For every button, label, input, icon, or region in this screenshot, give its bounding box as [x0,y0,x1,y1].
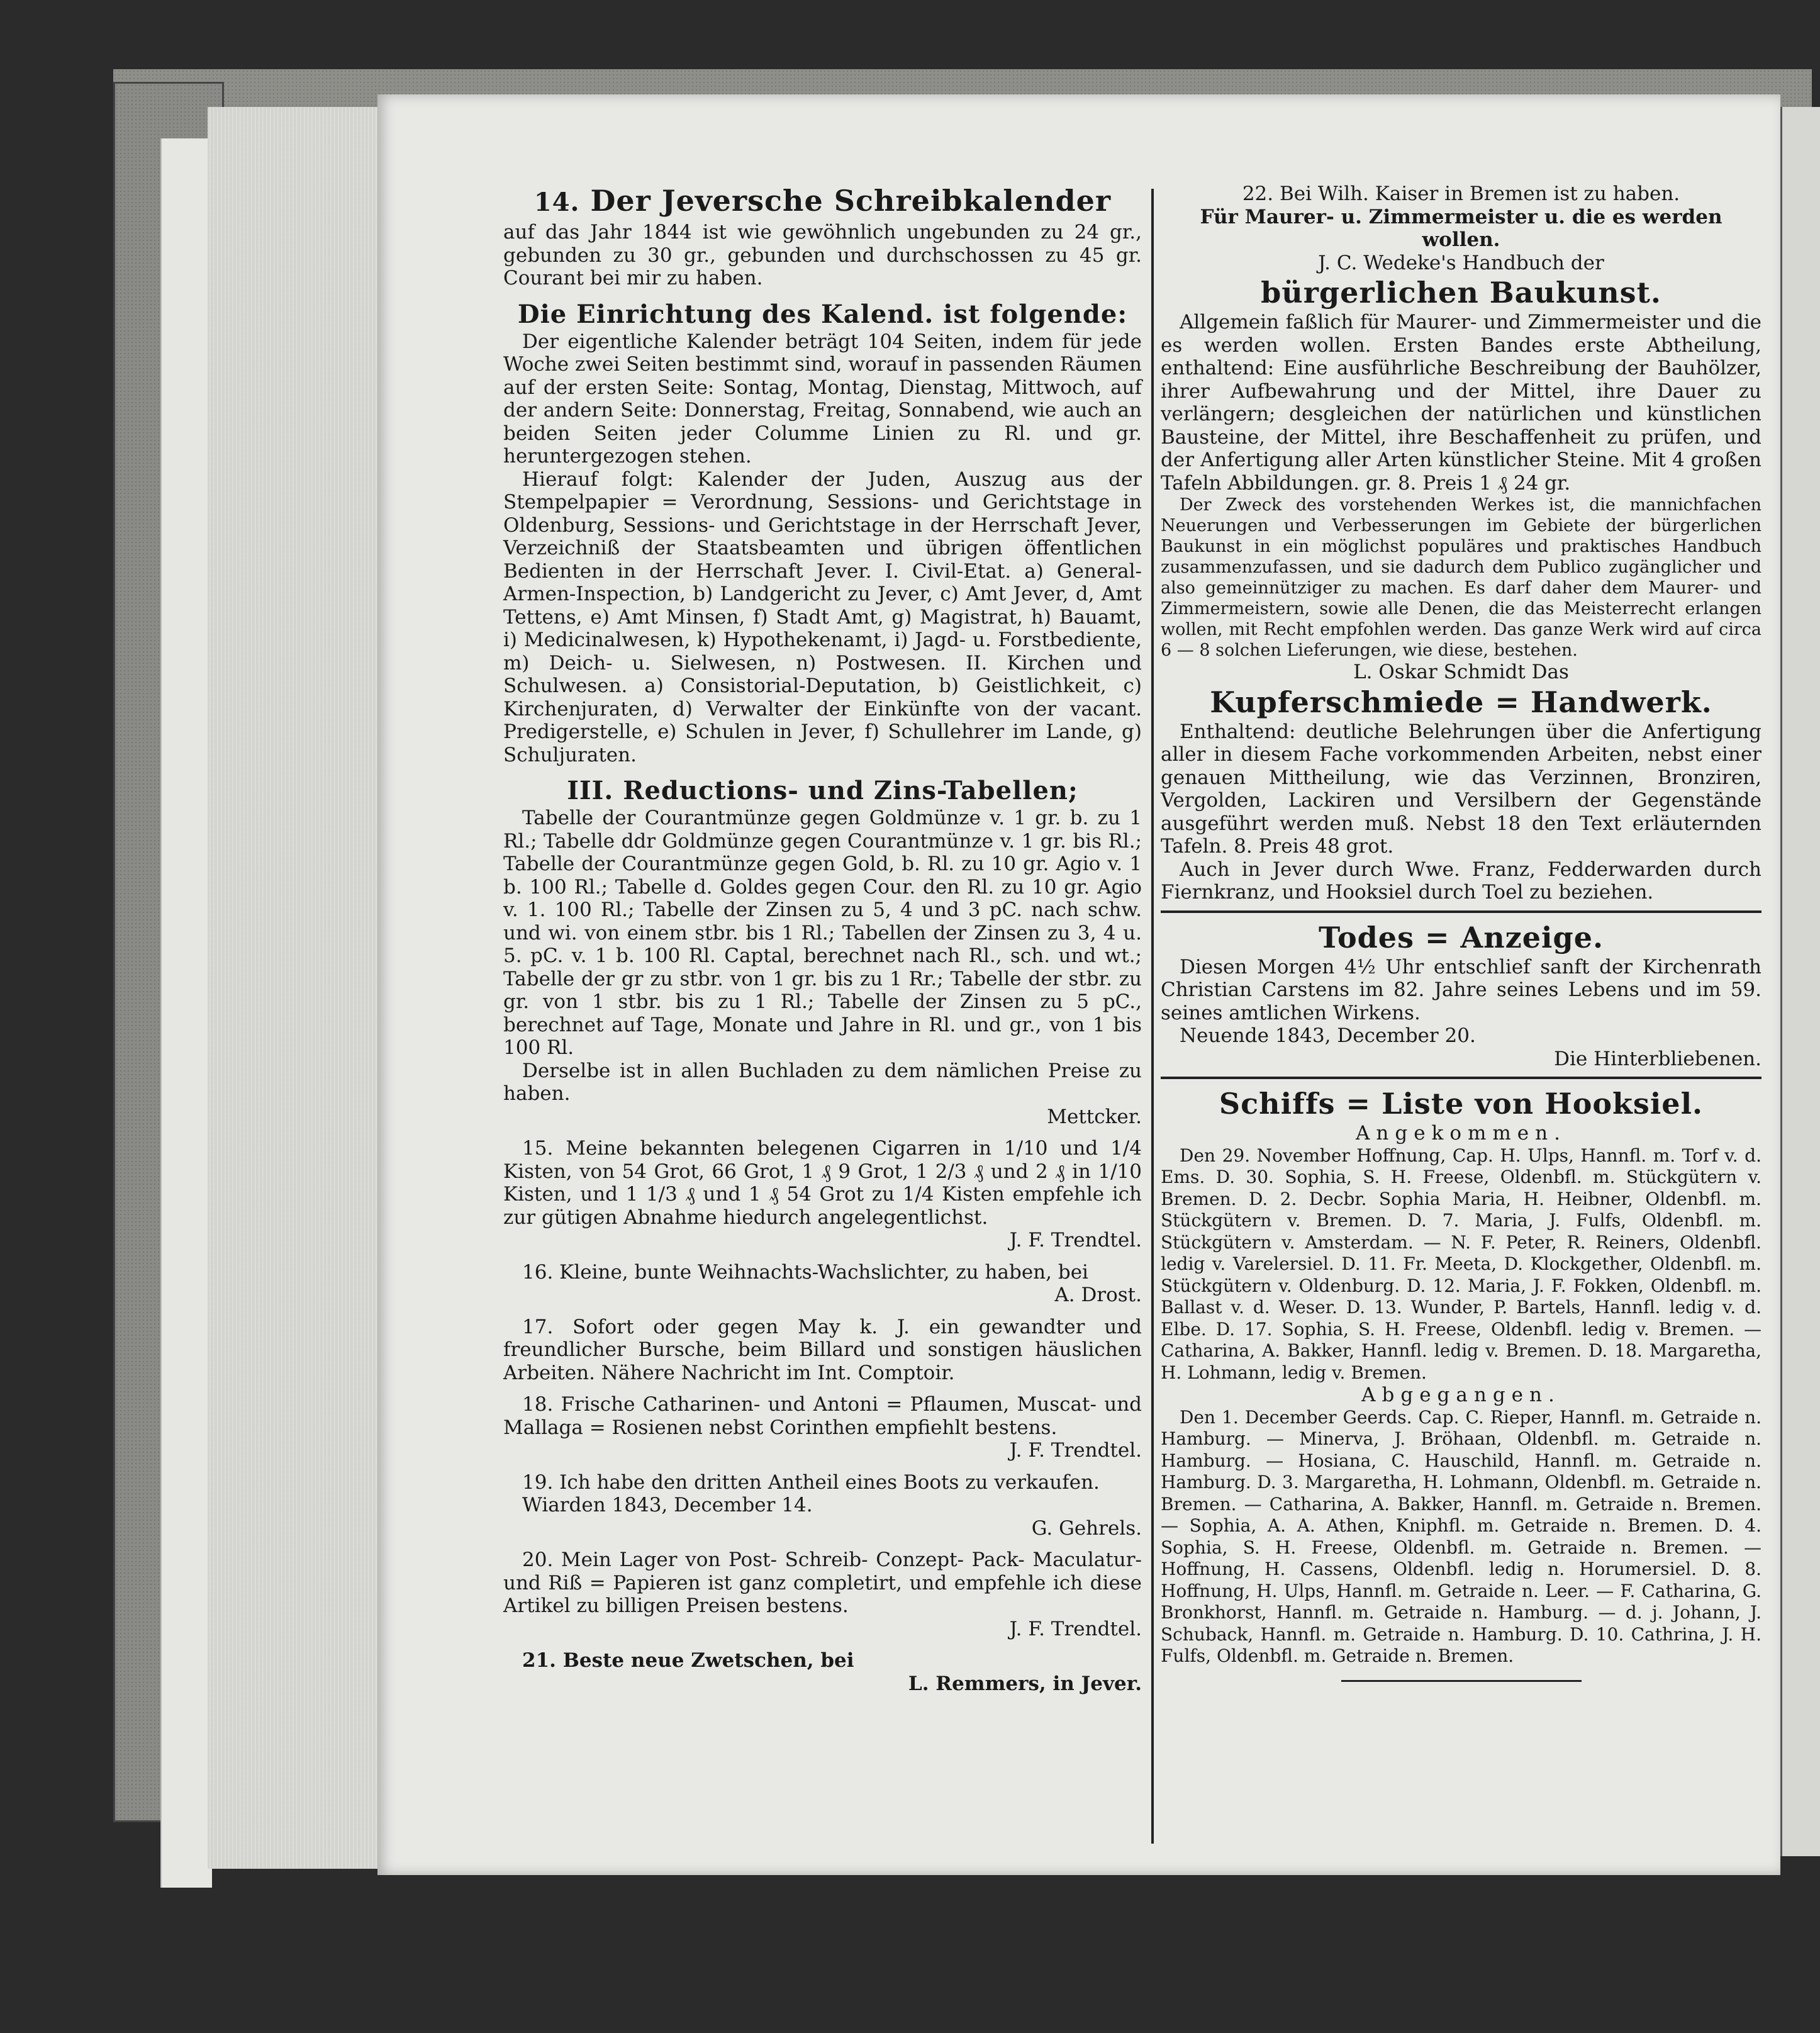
ad-21-signature: L. Remmers, in Jever. [908,1672,1142,1695]
section-rule [1161,910,1761,913]
ad-20-signature: J. F. Trendtel. [1009,1617,1142,1640]
ad-18-text: 18. Frische Catharinen- und Antoni = Pflaumen, Muscat- und Mallaga = Rosienen nebst Corinthen empfiehlt bestens. [503,1393,1142,1439]
ad-21-text: 21. Beste neue Zwetschen, bei [522,1649,854,1672]
ad-15-text: 15. Meine bekannten belegenen Cigarren in 1/10 und 1/4 Kisten, von 54 Grot, 66 Grot, 1 ₰ 9 Grot, 1 2/3 ₰ und 2 ₰ in 1/10 Kisten, und 1 1/3 ₰ und 1 ₰ 54 Grot zu 1/4 Kisten empfehle ich zur gütigen Abnahme hiedurch angelegentlichst. [503,1137,1142,1229]
page-stack-edges [208,107,379,1869]
end-rule [1341,1680,1582,1682]
ad-14-title-text: Der Jeversche Schreibkalender [590,184,1112,218]
ad-14-title [503,182,1142,221]
ship-list-title: Schiffs = Liste von Hooksiel. [1219,1087,1704,1121]
death-notice-title: Todes = Anzeige. [1319,920,1604,955]
ad-14-signature: Mettcker. [1047,1105,1142,1128]
ad-20-text: 20. Mein Lager von Post- Schreib- Conzept- Pack- Maculatur- und Riß = Papieren ist ganz completirt, und empfehle ich diese Artikel zu billigen Preisen bestens. [503,1549,1142,1617]
ad-22-line-1: 22. Bei Wilh. Kaiser in Bremen ist zu haben. [1242,182,1680,205]
ad-22-line-3: J. C. Wedeke's Handbuch der [1318,251,1604,274]
ad-22-para-3: Enthaltend: deutliche Belehrungen über die Anfertigung aller in diesem Fache vorkommenden Arbeiten, nebst einer genauen Mittheilung, wie das Verzinnen, Bronziren, Vergolden, Lackiren und Versilbern der Gegenstände ausgeführt werden muß. Nebst 18 den Text erläuternden Tafeln. 8. Preis 48 grot. [1161,720,1761,858]
flyleaf [160,138,212,1888]
newspaper-page [377,94,1780,1875]
ad-16-text: 16. Kleine, bunte Weihnachts-Wachslichter, zu haben, bei [522,1260,1088,1284]
ad-14-para-2: Hierauf folgt: Kalender der Juden, Auszug aus der Stempelpapier = Verordnung, Sessions- und Gerichtstage in Oldenburg, Sessions- und Gerichtstage in der Herrschaft Jever, Verzeichniß der Staatsbeamten und übrigen öffentlichen Bedienten in der Herrschaft Jever. I. Civil-Etat. a) General-Armen-Inspection, b) Landgericht zu Jever, c) Amt Jever, d, Amt Tettens, e) Amt Minsen, f) Stadt Amt, g) Magistrat, h) Bauamt, i) Medicinalwesen, k) Hypothekenamt, i) Jagd- u. Forstbediente, m) Deich- u. Sielwesen, n) Postwesen. II. Kirchen und Schulwesen. a) Consistorial-Deputation, b) Geistlichkeit, c) Kirchenjuraten, d) Verwalter der Einkünfte von der vacant. Predigerstelle, e) Schulen in Jever, f) Schullehrer im Lande, g) Schuljuraten. [503,468,1142,766]
ad-22-line-4: L. Oskar Schmidt Das [1353,661,1569,683]
ad-22-para-4: Auch in Jever durch Wwe. Franz, Fedderwarden durch Fiernkranz, und Hooksiel durch Toel zu beziehen. [1161,858,1761,904]
ad-22-title-2: Kupferschmiede = Handwerk. [1210,685,1712,719]
death-notice-text: Diesen Morgen 4½ Uhr entschlief sanft der Kirchenrath Christian Carstens im 82. Jahre seines Lebens und im 59. seines amtlichen Wirkens. [1161,955,1761,1024]
ad-18-signature: J. F. Trendtel. [1009,1439,1142,1462]
ad-14-number: 14. [533,188,580,217]
right-column [1161,182,1761,1694]
ad-14-heading: Die Einrichtung des Kalend. ist folgende: [517,299,1128,329]
left-column [503,182,1142,1695]
ad-15-signature: J. F. Trendtel. [1009,1229,1142,1252]
ad-14-para-3: Tabelle der Courantmünze gegen Goldmünze v. 1 gr. b. zu 1 Rl.; Tabelle ddr Goldmünze gegen Courantmünze v. 1 gr. bis Rl.; Tabelle der Courantmünze gegen Gold, b. Rl. zu 10 gr. Agio v. 1 b. 100 Rl.; Tabelle d. Goldes gegen Cour. den Rl. zu 10 gr. Agio v. 1. 100 Rl.; Tabelle der Zinsen zu 5, 4 und 3 pC. nach schw. und wi. von einem stbr. bis 1 Rl.; Tabellen der Zinsen zu 3, 4 u. 5. pC. v. 1 b. 100 Rl. Captal, berechnet nach Rl., sch. und wt.; Tabelle der gr zu stbr. von 1 gr. bis zu 1 Rr.; Tabelle der stbr. zu gr. von 1 stbr. bis zu 1 Rl.; Tabelle der Zinsen zu 5 pC., berechnet auf Tage, Monate und Jahre in Rl. und gr., von 1 bis 100 Rl. [503,807,1142,1059]
column-divider [1151,189,1154,1844]
ad-14-intro: auf das Jahr 1844 ist wie gewöhnlich ungebunden zu 24 gr., gebunden zu 30 gr., gebunden und durchschossen zu 45 gr. Courant bei mir zu haben. [503,221,1142,289]
ship-list-departed-heading: Abgegangen. [1361,1384,1561,1406]
ad-22-para-2: Der Zweck des vorstehenden Werkes ist, die mannichfachen Neuerungen und Verbesserungen im Gebiete der bürgerlichen Baukunst in ein möglichst populäres und praktisches Handbuch zusammenzufassen, und sie dadurch dem Publico zugänglicher und also gemeinnütziger zu machen. Es darf daher dem Maurer- und Zimmermeistern, sowie alle Denen, die das Meisterrecht erlangen wollen, mit Recht empfohlen werden. Das ganze Werk wird auf circa 6 — 8 solchen Lieferungen, wie diese, bestehen. [1161,495,1761,660]
ad-14-heading-2: III. Reductions- und Zins-Tabellen; [567,776,1078,805]
ship-list-arrived-heading: Angekommen. [1356,1122,1566,1145]
section-rule-2 [1161,1077,1761,1079]
ad-22-para-1: Allgemein faßlich für Maurer- und Zimmermeister und die es werden wollen. Ersten Bandes erste Abtheilung, enthaltend: Eine ausführliche Beschreibung der Bauhölzer, ihrer Aufbewahrung und der Mittel, ihre Dauer zu verlängern; desgleichen der natürlichen und künstlichen Bausteine, der Mittel, ihre Beschaffenheit zu prüfen, und der Anfertigung aller Arten künstlicher Steine. Mit 4 großen Tafeln Abbildungen. gr. 8. Preis 1 ₰ 24 gr. [1161,311,1761,495]
death-notice-signature: Die Hinterbliebenen. [1554,1047,1761,1070]
ad-14-para-4: Derselbe ist in allen Buchladen zu dem nämlichen Preise zu haben. [503,1059,1142,1105]
ad-19-text: 19. Ich habe den dritten Antheil eines Boots zu verkaufen. [522,1470,1100,1494]
ad-22-title: bürgerlichen Baukunst. [1261,276,1661,310]
death-notice-place: Neuende 1843, December 20. [1180,1024,1476,1047]
ad-16-signature: A. Drost. [1054,1284,1142,1306]
ship-list-arrived-text: Den 29. November Hoffnung, Cap. H. Ulps, Hannfl. m. Torf v. d. Ems. D. 30. Sophia, S. H. Freese, Oldenbfl. m. Stückgütern v. Bremen. D. 2. Decbr. Sophia Maria, H. Heibner, Oldenbfl. m. Stückgütern v. Bremen. D. 7. Maria, J. Fulfs, Oldenbfl. m. Stückgütern v. Amsterdam. — N. F. Peter, R. Reiners, Oldenbfl. ledig v. Varelersiel. D. 11. Fr. Meeta, D. Klockgether, Oldenbfl. m. Stückgütern v. Oldenburg. D. 12. Maria, J. F. Fokken, Oldenbfl. m. Ballast v. d. Weser. D. 13. Wunder, P. Bartels, Hannfl. ledig v. d. Elbe. D. 17. Sophia, S. H. Freese, Oldenbfl. ledig v. Bremen. — Catharina, A. Bakker, Hannfl. ledig v. Bremen. D. 18. Margaretha, H. Lohmann, ledig v. Bremen. [1161,1145,1761,1383]
ad-19-signature: G. Gehrels. [1031,1516,1142,1540]
ad-19-place: Wiarden 1843, December 14. [522,1494,813,1516]
facing-page-edge [1780,107,1820,1856]
ad-17-text: 17. Sofort oder gegen May k. J. ein gewandter und freundlicher Bursche, beim Billard und sonstigen häuslichen Arbeiten. Nähere Nachricht im Int. Comptoir. [503,1315,1142,1384]
ad-22-line-2: Für Maurer- u. Zimmermeister u. die es werden wollen. [1200,205,1722,251]
ship-list-departed-text: Den 1. December Geerds. Cap. C. Rieper, Hannfl. m. Getraide n. Hamburg. — Minerva, J. Bröhaan, Oldenbfl. m. Getraide n. Hamburg. — Hosiana, C. Hauschild, Hannfl. m. Getraide n. Hamburg. D. 3. Margaretha, H. Lohmann, Oldenbfl. m. Getraide n. Bremen. — Catharina, A. Bakker, Hannfl. m. Getraide n. Bremen. — Sophia, A. A. Athen, Kniphfl. m. Getraide n. Bremen. D. 4. Sophia, S. H. Freese, Oldenbfl. m. Getraide n. Bremen. — Hoffnung, H. Cassens, Oldenbfl. ledig n. Horumersiel. D. 8. Hoffnung, H. Ulps, Hannfl. m. Getraide n. Leer. — F. Catharina, G. Bronkhorst, Hannfl. m. Getraide n. Hamburg. — d. j. Johann, J. Schuback, Hannfl. m. Getraide n. Hamburg. D. 10. Cathrina, J. H. Fulfs, Oldenbfl. m. Getraide n. Bremen. [1161,1406,1761,1666]
ad-14-para-1: Der eigentliche Kalender beträgt 104 Seiten, indem für jede Woche zwei Seiten bestimmt sind, worauf in passenden Räumen auf der ersten Seite: Sontag, Montag, Dienstag, Mittwoch, auf der andern Seite: Donnerstag, Freitag, Sonnabend, wie auch an beiden Seiten jeder Columme Linien zu Rl. und gr. heruntergezogen stehen. [503,330,1142,468]
